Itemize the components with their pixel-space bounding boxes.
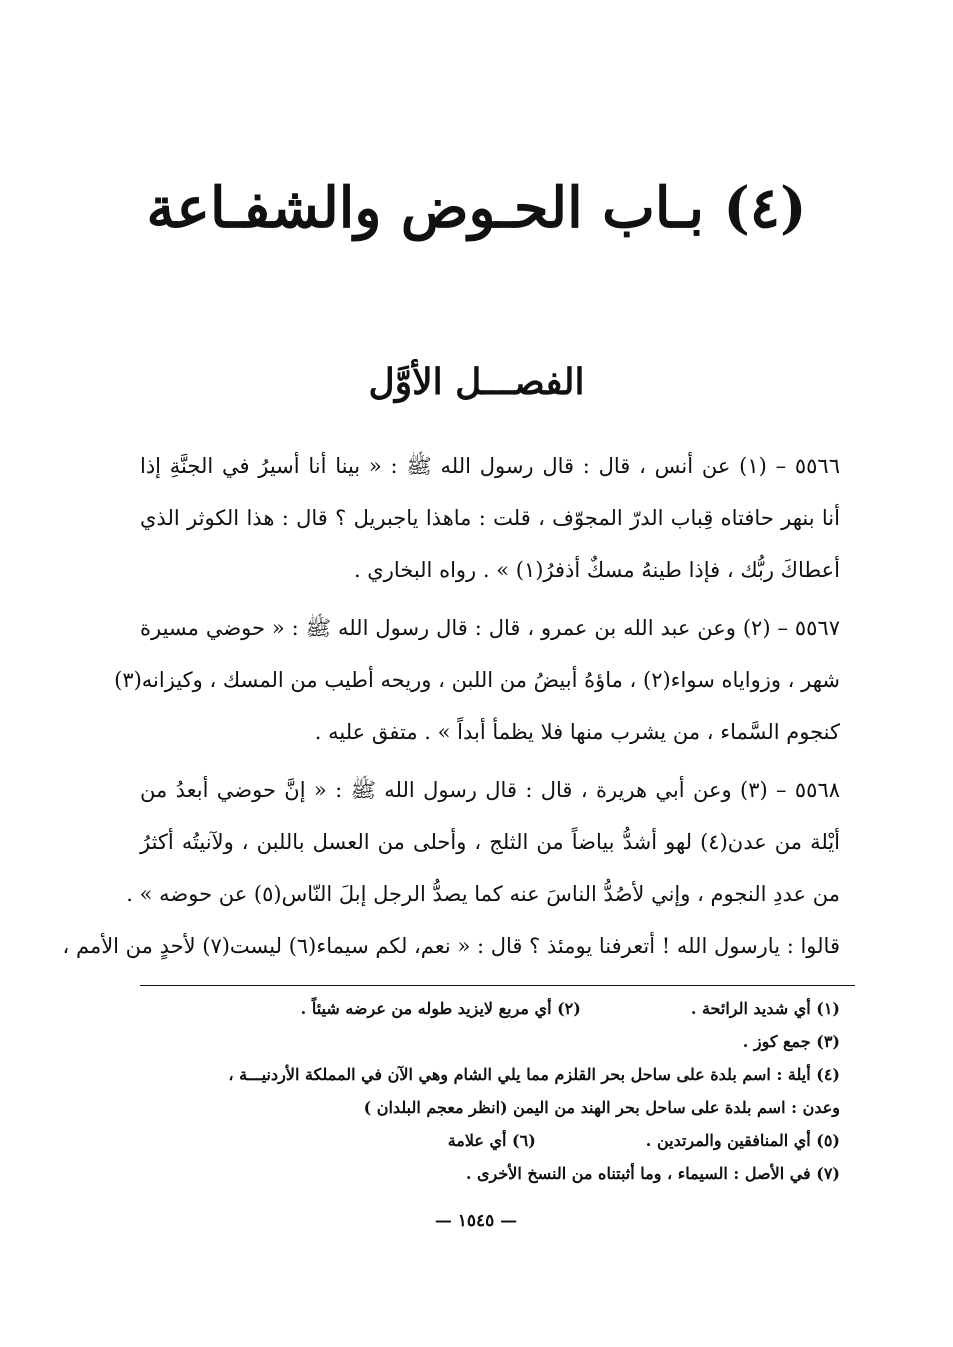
- hadith-5567: [114, 602, 840, 758]
- footnote-2: (٢) أي مربع لايزيد طوله من عرضه شيئاً .: [300, 999, 581, 1018]
- footnote-5: (٥) أي المنافقين والمرتدين .: [645, 1131, 840, 1150]
- hadith-line: قالوا : يارسول الله ! أتعرفنا يومئذ ؟ قال : « نعم، لكم سيماء(٦) ليست(٧) لأحدٍ من الأمم ،: [62, 934, 840, 958]
- hadith-line: أيْلة من عدن(٤) لهو أشدُّ بياضاً من الثلج ، وأحلى من العسل باللبن ، ولآنيتُه أكثرُ: [140, 830, 840, 854]
- footnote-row: [140, 1025, 840, 1058]
- hadith-line: أعطاكَ ربُّك ، فإذا طينهُ مسكٌ أذفرُ(١) » . رواه البخاري .: [353, 558, 840, 582]
- hadith-line: ٥٥٦٦ – (١) عن أنس ، قال : قال رسول الله ﷺ : « بينا أنا أسيرُ في الجنَّةِ إذا: [140, 454, 840, 478]
- footnote-4-line-1: (٤) أيلة : اسم بلدة على ساحل بحر القلزم مما يلي الشام وهي الآن في المملكة الأردنيـــة ،: [228, 1065, 840, 1084]
- footnotes: [140, 992, 840, 1190]
- footnote-row: [140, 992, 840, 1025]
- footnote-4-line-2: وعدن : اسم بلدة على ساحل بحر الهند من اليمن (انظر معجم البلدان ): [363, 1098, 840, 1117]
- footnote-row: [140, 1058, 840, 1091]
- footnote-row: [140, 1124, 840, 1157]
- footnote-divider: [140, 985, 855, 986]
- footnote-1: (١) أي شديد الرائحة .: [690, 999, 840, 1018]
- hadith-5568: [62, 764, 841, 972]
- section-title: الفصـــل الأوَّل: [368, 361, 585, 403]
- hadith-line: أنا بنهر حافتاه قِباب الدرّ المجوّف ، قلت : ماهذا ياجبريل ؟ قال : هذا الكوثر الذي: [140, 506, 840, 530]
- hadith-line: شهر ، وزواياه سواء(٢) ، ماؤهُ أبيضُ من اللبن ، وريحه أطيب من المسك ، وكيزانه(٣): [114, 668, 840, 692]
- page-number: — ١٥٤٥ —: [434, 1211, 518, 1231]
- chapter-title: (٤) بـاب الحـوض والشفـاعة: [146, 175, 807, 241]
- footnote-row: [140, 1157, 840, 1190]
- hadith-line: من عددِ النجوم ، وإني لأصُدُّ الناسَ عنه كما يصدُّ الرجل إبلَ النّاس(٥) عن حوضه » .: [126, 882, 840, 906]
- footnote-6: (٦) أي علامة: [447, 1131, 536, 1150]
- hadith-line: ٥٥٦٧ – (٢) وعن عبد الله بن عمرو ، قال : قال رسول الله ﷺ : « حوضي مسيرة: [140, 616, 840, 640]
- hadith-5566: [140, 440, 840, 596]
- footnote-3: (٣) جمع كوز .: [742, 1032, 840, 1051]
- footnote-row: [140, 1091, 840, 1124]
- hadith-line: كنجوم السَّماء ، من يشرب منها فلا يظمأ أبداً » . متفق عليه .: [314, 720, 840, 744]
- hadith-line: ٥٥٦٨ – (٣) وعن أبي هريرة ، قال : قال رسول الله ﷺ : « إنَّ حوضي أبعدُ من: [140, 778, 841, 802]
- footnote-7: (٧) في الأصل : السيماء ، وما أثبتناه من النسخ الأخرى .: [465, 1164, 840, 1183]
